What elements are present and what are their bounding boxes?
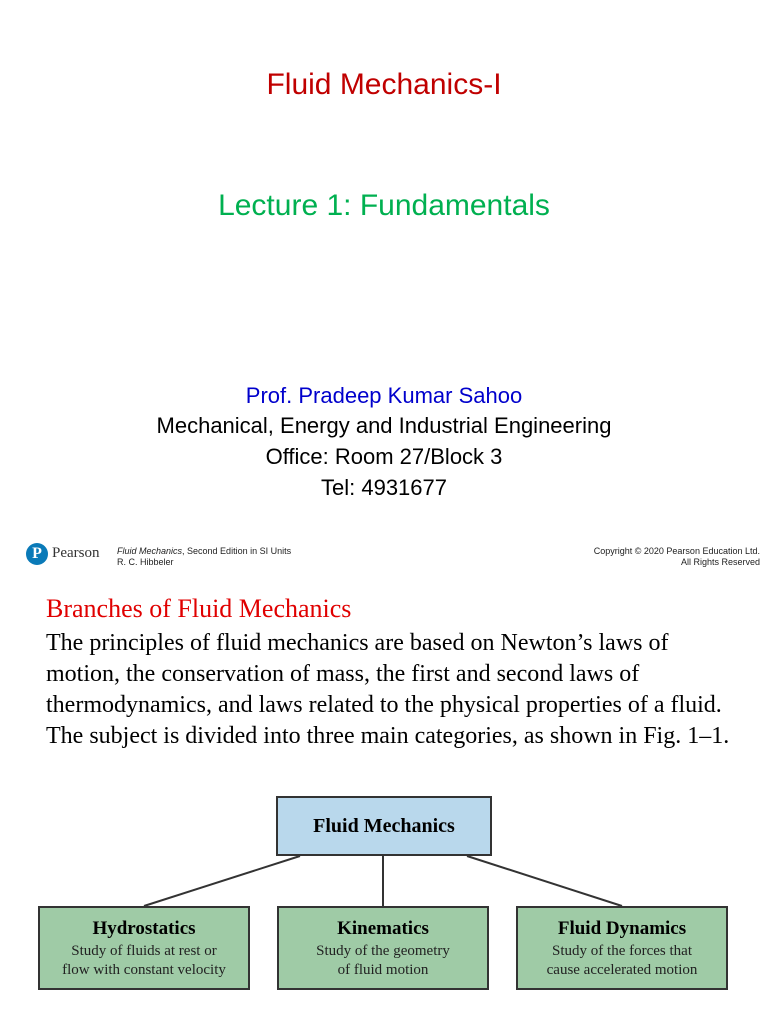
box-title: Fluid Dynamics <box>557 918 687 939</box>
diagram-root-box <box>276 796 492 856</box>
lecture-title: Lecture 1: Fundamentals <box>218 189 550 222</box>
diagram-box-hydrostatics <box>38 906 250 990</box>
box-desc-line2: of fluid motion <box>337 962 429 978</box>
box-desc-line2: flow with constant velocity <box>62 962 226 978</box>
book-author: R. C. Hibbeler <box>117 557 174 567</box>
presenter-office: Office: Room 27/Block 3 <box>265 444 503 469</box>
copyright-line: Copyright © 2020 Pearson Education Ltd. <box>593 546 760 556</box>
box-desc-line1: Study of the forces that <box>552 943 692 959</box>
section-title: Branches of Fluid Mechanics <box>46 594 352 623</box>
slide-title: Fluid Mechanics-I <box>266 68 502 101</box>
diagram-box-kinematics <box>277 906 489 990</box>
section-body: The principles of fluid mechanics are based on Newton’s laws of motion, the conservation of mass, the first and second laws of thermodynamics, and laws related to the physical properties of a fluid. The subject is divided into three main categories, as shown in Fig. 1–1. <box>46 630 730 749</box>
pearson-logo-text: Pearson <box>52 545 100 561</box>
box-title: Kinematics <box>337 918 429 939</box>
presenter-department: Mechanical, Energy and Industrial Engineering <box>156 413 612 438</box>
book-title: Fluid Mechanics <box>117 546 183 556</box>
presenter-name: Prof. Pradeep Kumar Sahoo <box>245 383 523 408</box>
pearson-logo-icon: P <box>26 543 48 565</box>
box-desc-line2: cause accelerated motion <box>546 962 698 978</box>
connector-left <box>144 856 300 906</box>
box-desc-line1: Study of fluids at rest or <box>71 943 217 959</box>
book-edition: , Second Edition in SI Units <box>182 546 292 556</box>
box-title: Hydrostatics <box>92 918 196 939</box>
rights-line: All Rights Reserved <box>680 557 760 567</box>
diagram-box-fluid-dynamics <box>516 906 728 990</box>
presenter-tel: Tel: 4931677 <box>321 475 447 500</box>
diagram-root-label: Fluid Mechanics <box>313 815 455 837</box>
connector-right <box>467 856 622 906</box>
box-desc-line1: Study of the geometry <box>316 943 450 959</box>
